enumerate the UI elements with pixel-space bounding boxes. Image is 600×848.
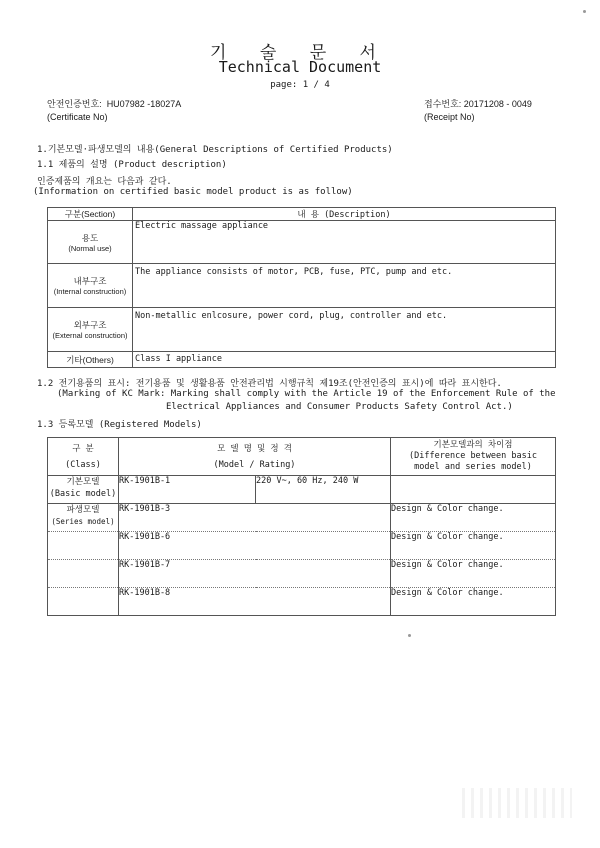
series-model-name: RK-1901B-8 (119, 588, 391, 616)
basic-model-label: 기본모델 (66, 477, 100, 487)
section-label-en: (External construction) (52, 331, 128, 340)
series-model-name: RK-1901B-7 (119, 560, 391, 588)
table-row (48, 308, 556, 352)
section-label-en: (Internal construction) (53, 287, 127, 296)
registered-models-table (47, 437, 556, 616)
series-difference: Design & Color change. (391, 532, 556, 560)
receipt-number: 20171208 - 0049 (463, 99, 532, 109)
basic-model-label-en: (Basic model) (49, 489, 117, 499)
table-row (48, 504, 556, 532)
scan-speck (408, 634, 411, 637)
series-model-name: RK-1901B-3 (119, 504, 391, 532)
header-model-en: (Model / Rating) (213, 459, 296, 470)
table-row (48, 264, 556, 308)
header-difference-en1: (Difference between basic (409, 451, 537, 461)
series-difference: Design & Color change. (391, 560, 556, 588)
table-row (48, 476, 556, 504)
table-row (48, 532, 556, 560)
header-section: 구분(Section) (48, 208, 133, 221)
document-title-korean: 기 술 문 서 (210, 43, 390, 63)
header-class-en: (Class) (65, 459, 101, 470)
intro-english: (Information on certified basic model product is as follow) (33, 187, 353, 197)
section-label: 내부구조 (73, 276, 107, 286)
intro-korean: 인증제품의 개요는 다음과 같다. (37, 177, 172, 187)
header-class: 구 분 (72, 443, 94, 454)
section-label: 기타(Others) (48, 352, 133, 368)
series-model-label: 파생모델 (66, 505, 100, 515)
receipt-label-en: (Receipt No) (424, 112, 475, 122)
basic-model-rating: 220 V~, 60 Hz, 240 W (256, 476, 391, 504)
section1-2-line2: (Marking of KC Mark: Marking shall comply with the Article 19 of the Enforcement Rule of the (57, 389, 556, 399)
product-description-table (47, 207, 556, 368)
table-row (48, 588, 556, 616)
description-cell: Non-metallic enlcosure, power cord, plug, controller and etc. (133, 308, 556, 352)
table-row (48, 352, 556, 368)
series-model-label-en: (Series model) (51, 517, 115, 526)
section1-2-line3: Electrical Appliances and Consumer Products Safety Control Act.) (166, 402, 513, 412)
series-difference: Design & Color change. (391, 588, 556, 616)
page-number: page: 1 / 4 (270, 80, 330, 90)
description-cell: Electric massage appliance (133, 221, 556, 264)
section1-3-heading: 1.3 등록모델 (Registered Models) (37, 420, 202, 430)
header-difference: 기본모델과의 차이점 (433, 440, 513, 450)
series-difference: Design & Color change. (391, 504, 556, 532)
section1-2-line1: 1.2 전기용품의 표시: 전기용품 및 생활용품 안전관리법 시행규칙 제19조(안전인증의 표시)에 따라 표시한다. (37, 379, 502, 389)
table-row (48, 221, 556, 264)
section-label-en: (Normal use) (68, 243, 112, 253)
cert-label: 안전인증번호: (47, 99, 102, 109)
document-title-english: Technical Document (218, 58, 382, 76)
cert-label-en: (Certificate No) (47, 112, 108, 122)
receipt-number-block (424, 98, 532, 124)
series-model-name: RK-1901B-6 (119, 532, 391, 560)
section-label: 용도 (81, 232, 99, 243)
section-label: 외부구조 (73, 320, 107, 330)
description-cell: Class I appliance (133, 352, 556, 368)
header-model: 모 델 명 및 정 격 (217, 443, 292, 454)
header-description: 내 용 (Description) (133, 208, 556, 221)
certificate-number-block (47, 98, 181, 124)
header-difference-en2: model and series model) (414, 462, 532, 472)
basic-model-name: RK-1901B-1 (119, 476, 256, 504)
cert-number: HU07982 -18027A (106, 99, 182, 109)
receipt-label: 접수번호: (424, 99, 462, 109)
scan-noise (462, 788, 572, 818)
section1-1-heading: 1.1 제품의 설명 (Product description) (37, 160, 227, 170)
table-row (48, 560, 556, 588)
scan-speck (583, 10, 586, 13)
description-cell: The appliance consists of motor, PCB, fuse, PTC, pump and etc. (133, 264, 556, 308)
section1-heading: 1.기본모델·파생모델의 내용(General Descriptions of Certified Products) (37, 145, 393, 155)
